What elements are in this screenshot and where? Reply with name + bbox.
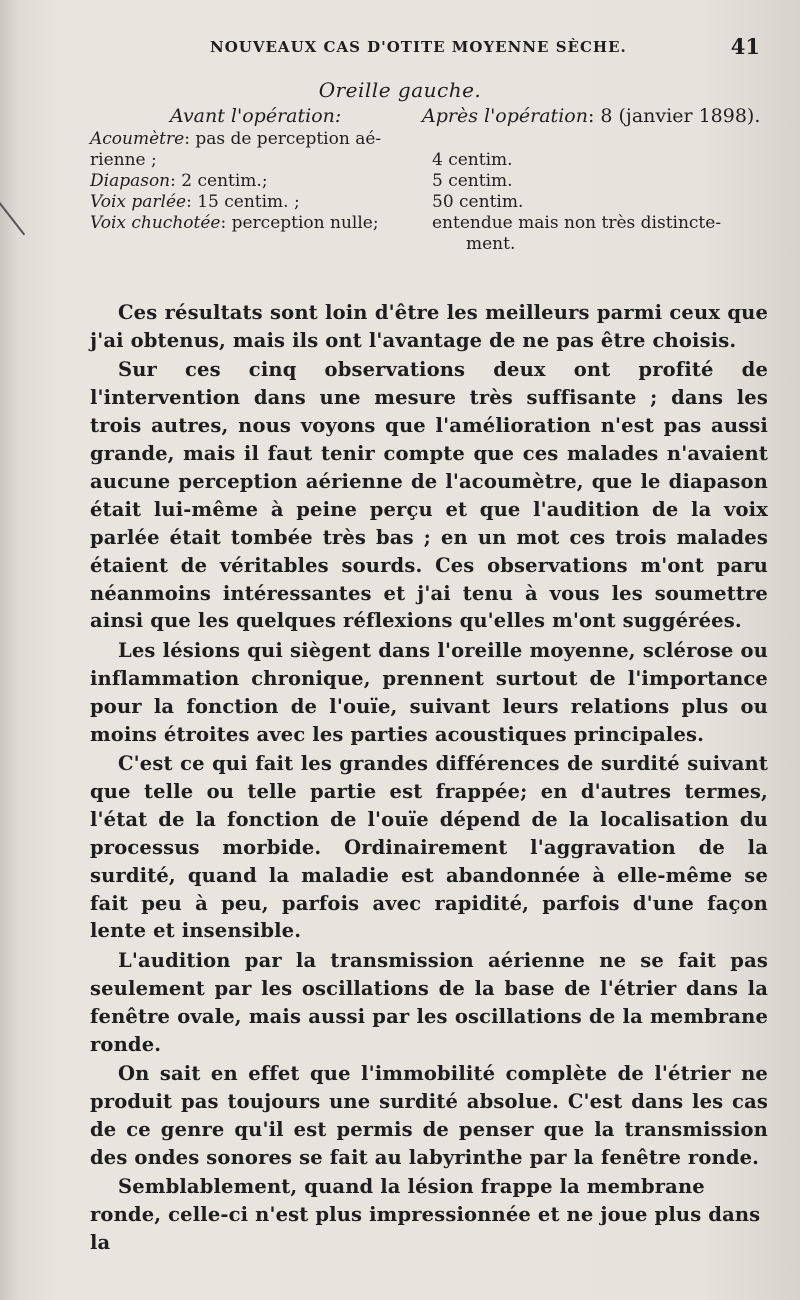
row-after: ment. (466, 234, 516, 254)
row-after: 50 centim. (432, 192, 524, 212)
table-row (90, 171, 770, 192)
paragraph: Semblablement, quand la lésion frappe la membrane ronde, celle-ci n'est plus impressionnée et ne joue plus dans la (90, 1175, 761, 1254)
table-row (90, 213, 770, 234)
row-label: Voix parlée (90, 192, 187, 212)
after-heading: Après l'opération: 8 (janvier 1898). (422, 105, 761, 127)
row-label: Acoumètre (90, 129, 185, 149)
section-subtitle: Oreille gauche. (318, 78, 482, 102)
table-row (90, 192, 770, 213)
paragraph: Les lésions qui siègent dans l'oreille moyenne, sclérose ou inflammation chronique, prennent surtout de l'importance pour la fonction de l'ouïe, suivant leurs relations plus ou moins étroites avec les parties acoustiques principales. (90, 638, 768, 746)
row-before: : perception nulle; (220, 213, 379, 233)
paragraph: On sait en effet que l'immobilité complète de l'étrier ne produit pas toujours une surdité absolue. C'est dans les cas de ce genre qu'il est permis de penser que la transmission des ondes sonores se fait au labyrinthe par la fenêtre ronde. (90, 1061, 768, 1169)
running-title: NOUVEAUX CAS D'OTITE MOYENNE SÈCHE. (210, 38, 627, 56)
row-before: : pas de perception aé- (184, 129, 382, 149)
table-row (90, 234, 770, 255)
paragraph: C'est ce qui fait les grandes différences de surdité suivant que telle ou telle partie est frappée; en d'autres termes, l'état de la fonction de l'ouïe dépend de la localisation du processus morbide. Ordinairement l'aggravation de la surdité, quand la maladie est abandonnée à elle-même se fait peu à peu, parfois avec rapidité, parfois d'une façon lente et insensible. (90, 752, 768, 943)
row-label: Voix chuchotée (90, 213, 221, 233)
paragraph: Ces résultats sont loin d'être les meilleurs parmi ceux que j'ai obtenus, mais ils ont l'avantage de ne pas être choisis. (90, 301, 768, 352)
row-after: 5 centim. (432, 171, 513, 191)
table-row (90, 150, 770, 171)
row-before: : 2 centim.; (170, 171, 268, 191)
body-text (90, 299, 768, 1258)
row-after: 4 centim. (432, 150, 513, 170)
row-before: : 15 centim. ; (186, 192, 300, 212)
margin-mark (0, 195, 25, 236)
paragraph: Sur ces cinq observations deux ont profité de l'intervention dans une mesure très suffisante ; dans les trois autres, nous voyons que l'amélioration n'est pas aussi grande, mais il faut tenir compte que ces malades n'avaient aucune perception aérienne de l'acoumètre, que le diapason était lui-même à peine perçu et que l'audition de la voix parlée était tombée très bas ; en un mot ces trois malades étaient de véritables sourds. Ces observations m'ont paru néanmoins intéressantes et j'ai tenu à vous les soumettre ainsi que les quelques réflexions qu'elles m'ont suggérées. (90, 358, 768, 633)
before-heading: Avant l'opération: (170, 105, 342, 127)
row-label: Diapason (90, 171, 171, 191)
row-before: rienne ; (90, 150, 157, 170)
row-after: entendue mais non très distincte- (432, 213, 722, 233)
page-number: 41 (730, 34, 760, 59)
paragraph: L'audition par la transmission aérienne ne se fait pas seulement par les oscillations de la base de l'étrier dans la fenêtre ovale, mais aussi par les oscillations de la membrane ronde. (90, 948, 768, 1056)
running-header (210, 34, 760, 59)
results-table (90, 106, 770, 255)
table-row (90, 129, 770, 150)
table-heading-row (90, 106, 770, 129)
